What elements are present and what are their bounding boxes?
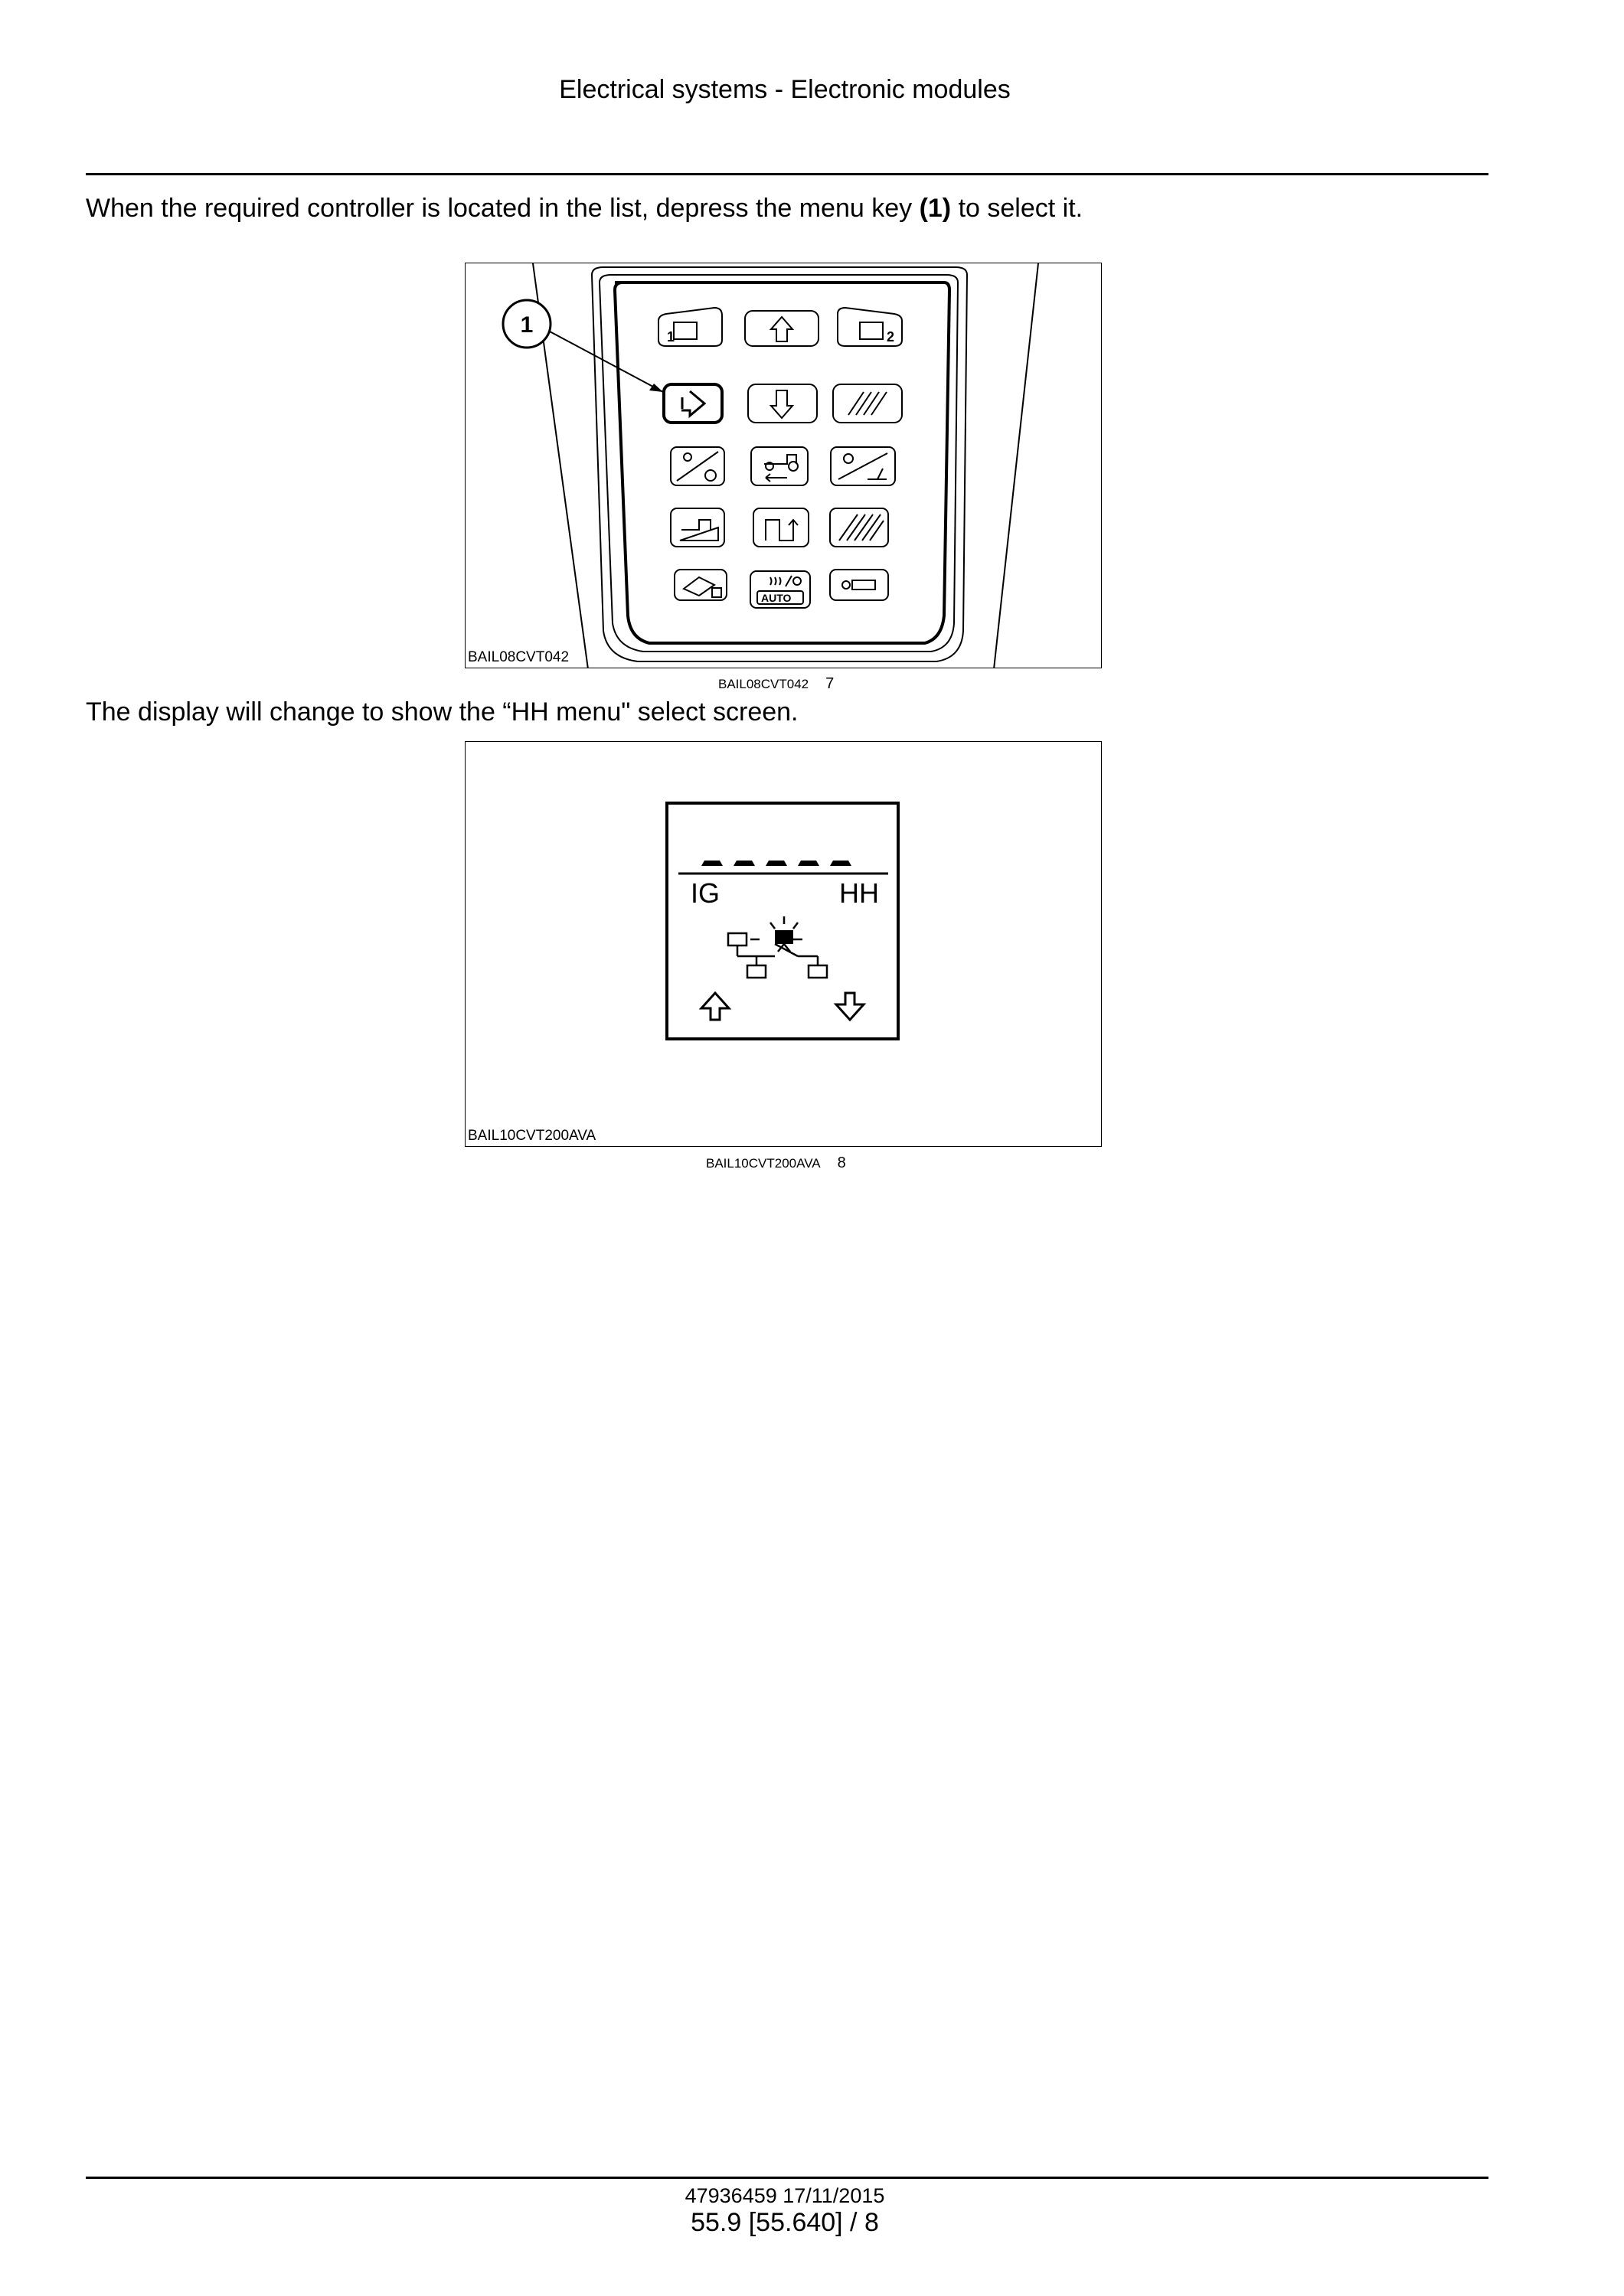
gear-icon [844,454,853,463]
callout-arrowhead [649,384,663,392]
menu-key [664,384,722,423]
display-illustration [466,742,1102,1147]
engine-mode-divider [677,452,718,481]
up-arrow-icon [771,317,792,341]
menu-enter-icon [681,391,704,416]
figure-code: BAIL10CVT200AVA [468,1128,598,1145]
figure-number: 7 [825,675,835,692]
worklight-square-icon [712,588,721,597]
axle-icon [705,470,716,481]
figure-caption-8 [706,1155,846,1172]
slope-tractor-icon [681,520,711,530]
figure-keypad [465,263,1102,668]
down-arrow-icon [771,390,792,418]
paragraph-text-end: to select it. [951,194,1083,223]
memory-2-label: 2 [887,329,895,345]
tractor-reverse-key [751,447,808,485]
instruction-paragraph-display: The display will change to show the “HH menu" select screen. [86,697,799,727]
screen-label-hh: HH [839,877,879,909]
callout-leader-line [550,331,663,392]
screen-label-ig: IG [691,877,721,909]
header-rule [86,173,1488,175]
frame-line-right [994,263,1038,668]
hydraulic-key [830,570,888,600]
sync-key [833,384,902,423]
worklight-key [675,570,727,600]
selected-controller-icon [775,930,793,944]
hitch-icon [868,469,887,479]
callout-number: 1 [520,312,534,338]
memory-1-screen-icon [674,322,697,339]
figure-code: BAIL08CVT042 [468,649,571,666]
hatch-icon [848,392,887,415]
page-number: 55.9 [55.640] / 8 [691,2208,879,2237]
fan-icon [793,577,801,585]
caption-code: BAIL10CVT200AVA [706,1156,821,1171]
keypad-bezel [615,283,949,643]
key-reference: (1) [919,194,952,223]
caption-code: BAIL08CVT042 [718,677,809,691]
keypad-illustration [466,263,1102,668]
cylinder-pivot-icon [842,581,850,589]
reverse-arrow-icon [766,474,787,482]
headland-icon [766,520,793,541]
paragraph-text: When the required controller is located in the list, depress the menu key [86,194,920,223]
heat-icon [770,576,792,586]
engine-icon [684,453,691,461]
field-hatch-icon [839,514,884,541]
tractor-wheel-rear-icon [789,462,798,471]
auto-label: AUTO [761,592,792,604]
footer-rule [86,2177,1488,2179]
memory-2-screen-icon [860,322,883,339]
figure-hh-screen [465,741,1102,1147]
running-header: Electrical systems - Electronic modules [559,75,1011,104]
document-id: 47936459 17/11/2015 [685,2184,885,2207]
instruction-paragraph-select [86,193,1083,224]
figure-caption-7 [718,675,834,693]
worklight-icon [684,577,714,596]
memory-1-label: 1 [667,329,675,345]
figure-number: 8 [837,1155,846,1171]
cylinder-icon [852,580,875,590]
